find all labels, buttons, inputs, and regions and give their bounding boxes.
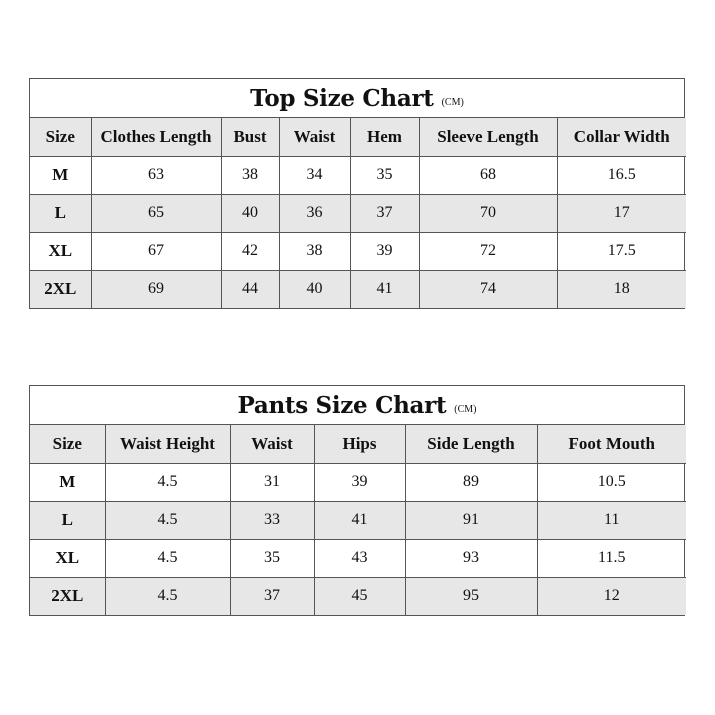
table-cell: 74 [419,270,557,308]
size-label: M [30,463,105,501]
table-cell: 67 [91,232,221,270]
table-cell: 39 [350,232,419,270]
top-size-table [30,118,686,308]
table-cell: 44 [221,270,279,308]
table-cell: 91 [405,501,537,539]
table-cell: 18 [557,270,686,308]
table-cell: 93 [405,539,537,577]
table-cell: 65 [91,194,221,232]
pants-table-header-row [30,425,686,463]
header-collar-width: Collar Width [557,118,686,156]
table-row [30,539,686,577]
table-cell: 68 [419,156,557,194]
top-chart-unit: (CM) [441,96,464,108]
header-waist: Waist [279,118,350,156]
table-cell: 4.5 [105,539,230,577]
table-cell: 72 [419,232,557,270]
size-label: XL [30,232,91,270]
table-cell: 17.5 [557,232,686,270]
table-cell: 10.5 [537,463,686,501]
header-foot-mouth: Foot Mouth [537,425,686,463]
table-cell: 4.5 [105,463,230,501]
pants-chart-title: Pants Size Chart [237,391,447,419]
table-row [30,194,686,232]
table-cell: 12 [537,577,686,615]
table-cell: 36 [279,194,350,232]
table-cell: 4.5 [105,501,230,539]
table-row [30,501,686,539]
table-row [30,577,686,615]
table-cell: 38 [221,156,279,194]
header-hips: Hips [314,425,405,463]
table-cell: 4.5 [105,577,230,615]
table-row [30,232,686,270]
header-waist: Waist [230,425,314,463]
top-table-header-row [30,118,686,156]
table-cell: 69 [91,270,221,308]
header-hem: Hem [350,118,419,156]
table-cell: 41 [314,501,405,539]
header-sleeve-length: Sleeve Length [419,118,557,156]
table-row [30,270,686,308]
pants-size-chart [29,385,685,616]
top-chart-title-row [30,79,684,118]
table-cell: 89 [405,463,537,501]
size-label: 2XL [30,270,91,308]
table-cell: 41 [350,270,419,308]
header-waist-height: Waist Height [105,425,230,463]
pants-chart-title-row [30,386,684,425]
table-cell: 11 [537,501,686,539]
header-clothes-length: Clothes Length [91,118,221,156]
table-cell: 37 [350,194,419,232]
table-cell: 16.5 [557,156,686,194]
table-cell: 40 [279,270,350,308]
size-label: XL [30,539,105,577]
top-size-chart [29,78,685,309]
table-cell: 17 [557,194,686,232]
size-label: L [30,501,105,539]
table-cell: 11.5 [537,539,686,577]
table-cell: 39 [314,463,405,501]
table-cell: 40 [221,194,279,232]
table-cell: 63 [91,156,221,194]
table-cell: 35 [230,539,314,577]
table-cell: 45 [314,577,405,615]
table-cell: 38 [279,232,350,270]
table-cell: 34 [279,156,350,194]
header-side-length: Side Length [405,425,537,463]
size-label: 2XL [30,577,105,615]
table-cell: 37 [230,577,314,615]
table-cell: 33 [230,501,314,539]
table-cell: 70 [419,194,557,232]
table-row [30,463,686,501]
pants-size-table [30,425,686,615]
size-label: L [30,194,91,232]
table-cell: 43 [314,539,405,577]
table-cell: 42 [221,232,279,270]
header-size: Size [30,118,91,156]
table-cell: 35 [350,156,419,194]
header-size: Size [30,425,105,463]
table-row [30,156,686,194]
top-chart-title: Top Size Chart [250,84,434,112]
table-cell: 95 [405,577,537,615]
pants-chart-unit: (CM) [454,403,477,415]
table-cell: 31 [230,463,314,501]
header-bust: Bust [221,118,279,156]
size-label: M [30,156,91,194]
